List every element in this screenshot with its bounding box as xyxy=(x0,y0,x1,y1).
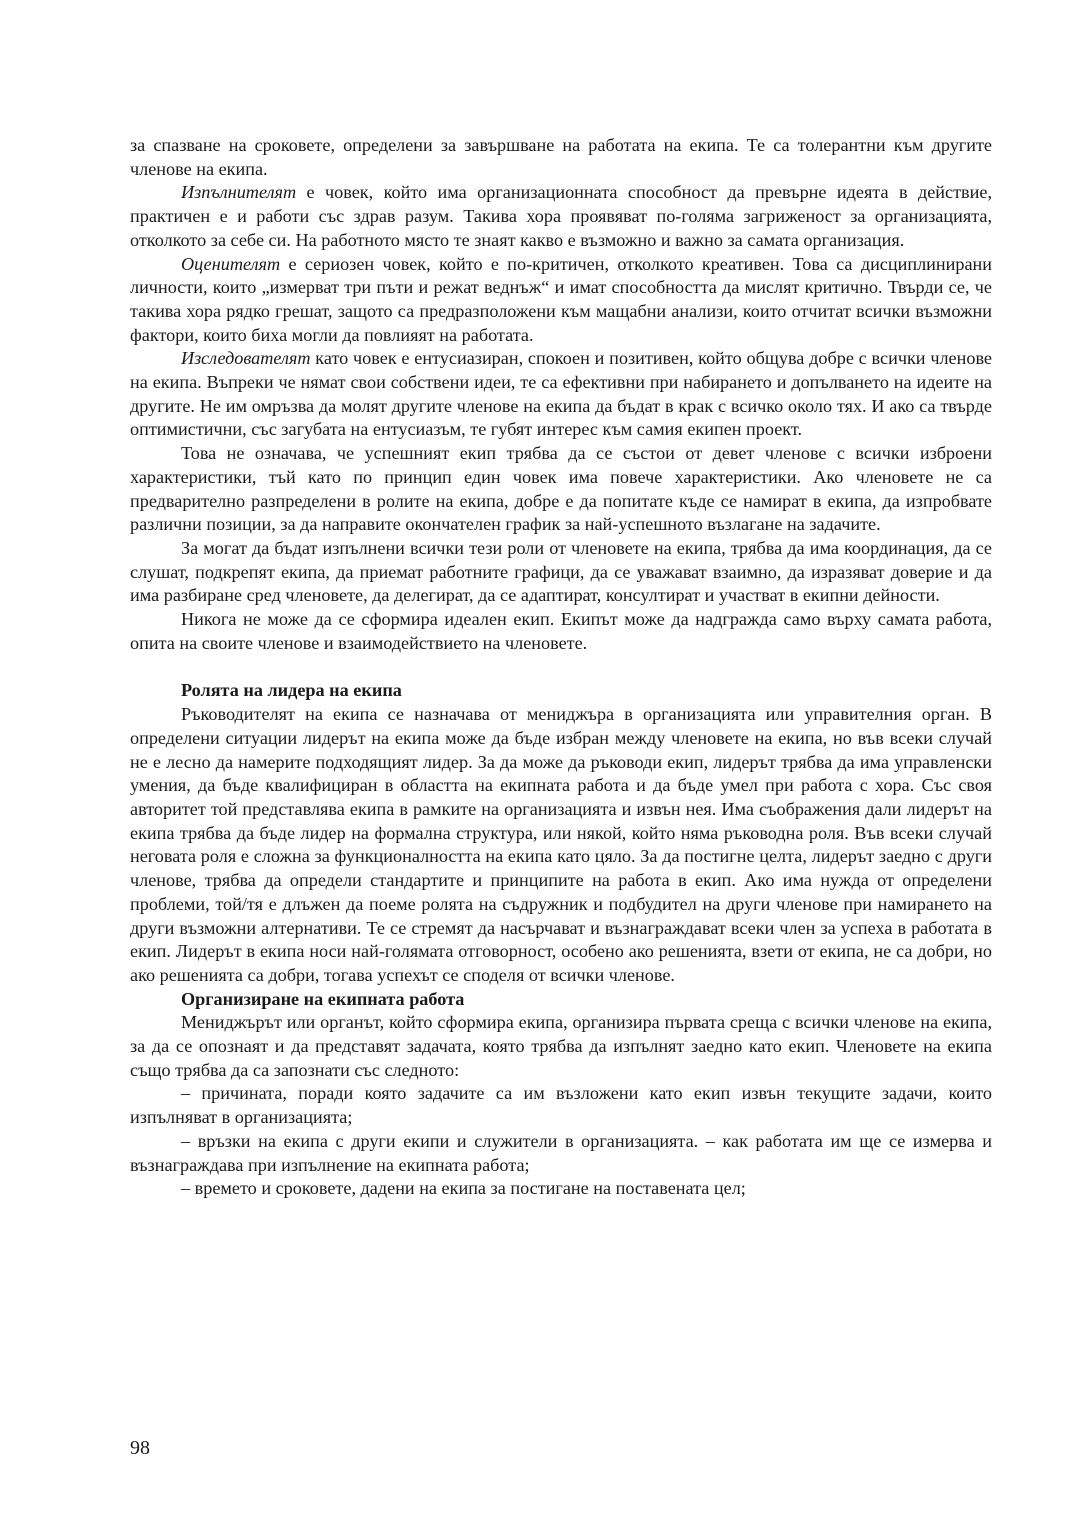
list-item: – причината, поради която задачите са им възложени като екип извън текущите задачи, които изпълняват в организацията; xyxy=(130,1083,992,1128)
paragraph-executor-text: е човек, който има организационната способност да превърне идеята в действие, практичен е и работи със здрав разум. Такива хора проявяват по-голяма загриженост за организацията, отколкото за себе си. На работното място те знаят какво е възможно и важно за самата организация. xyxy=(130,182,992,250)
term-executor: Изпълнителят xyxy=(181,182,297,203)
list-item: – времето и сроковете, дадени на екипа за постигане на поставената цел; xyxy=(181,1178,746,1199)
paragraph-evaluator xyxy=(130,253,992,348)
paragraph-evaluator-text: е сериозен човек, който е по-критичен, отколкото креативен. Това са дисциплинирани личности, които „измерват три пъти и режат веднъж“ и имат способността да мислят критично. Твърди се, че такива хора рядко грешат, защото са предразположени към мащабни анализи, които отчитат всички възможни фактори, които биха могли да повлияят на работата. xyxy=(130,253,992,345)
term-evaluator: Оценителят xyxy=(181,253,281,274)
list-item: – връзки на екипа с други екипи и служители в организацията. – как работата им ще се измерва и възнаграждава при изпълнение на екипната работа; xyxy=(130,1130,992,1175)
paragraph-explorer xyxy=(130,347,992,442)
paragraph-explorer-text: като човек е ентусиазиран, спокоен и позитивен, който общува добре с всички членове на екипа. Въпреки че нямат свои собствени идеи, те са ефективни при набирането и допълването на идеите на другите. Не им омръзва да молят другите членове на екипа да бъдат в крак с всичко около тях. И ако са твърде оптимистични, със загубата на ентусиазъм, те губят интерес към самия екипен проект. xyxy=(130,348,992,440)
paragraph-team-composition: Това не означава, че успешният екип трябва да се състои от девет членове с всички изброени характеристики, тъй като по принцип един човек има повече характеристики. Ако членовете не са предварително разпределени в ролите на екипа, добре е да попитате къде се намират в екипа, да изпробвате различни позиции, за да направите окончателен график за най-успешното възлагане на задачите. xyxy=(130,443,992,535)
paragraph-intro: за спазване на сроковете, определени за завършване на работата на екипа. Те са толерантни към другите членове на екипа. xyxy=(130,135,992,179)
page-number: 98 xyxy=(130,1437,150,1459)
paragraph-leader-role: Ръководителят на екипа се назначава от мениджъра в организацията или управителния орган. В определени ситуации лидерът на екипа може да бъде избран между членовете на екипа, но във всеки случай не е лесно да намерите подходящият лидер. За да може да ръководи екип, лидерът трябва да има управленски умения, да бъде квалифициран в областта на екипната работа и да бъде умел при работа с хора. Със своя авторитет той представлява екипа в рамките на организацията и извън нея. Има съображения дали лидерът на екипа трябва да бъде лидер на формална структура, или някой, който няма ръководна роля. Във всеки случай неговата роля е сложна за функционалността на екипа като цяло. За да постигне целта, лидерът заедно с други членове, трябва да определи стандартите и принципите на работа в екип. Ако има нужда от определени проблеми, той/тя е длъжен да поеме ролята на съдружник и подбудител на други членове при намирането на други възможни алтернативи. Те се стремят да насърчават и възнаграждават всеки член за успеха в работата в екип. Лидерът в екипа носи най-голямата отговорност, особено ако решенията, взети от екипа, не са добри, но ако решенията са добри, тогава успехът се споделя от всички членове. xyxy=(130,704,992,985)
paragraph-organizing-teamwork: Мениджърът или органът, който сформира екипа, организира първата среща с всички членове на екипа, за да се опознаят и да представят задачата, която трябва да изпълнят заедно като екип. Членовете на екипа също трябва да са запознати със следното: xyxy=(130,1012,992,1080)
document-page xyxy=(130,134,992,1201)
paragraph-executor xyxy=(130,181,992,252)
section-heading-organizing-teamwork: Организиране на екипната работа xyxy=(181,988,465,1009)
paragraph-ideal-team: Никога не може да се сформира идеален екип. Екипът може да надгражда само върху самата работа, опита на своите членове и взаимодействието на членовете. xyxy=(130,609,992,653)
term-explorer: Изследователят xyxy=(181,348,311,369)
paragraph-coordination: За могат да бъдат изпълнени всички тези роли от членовете на екипа, трябва да има координация, да се слушат, подкрепят екипа, да приемат работните графици, да се уважават взаимно, да изразяват доверие и да има разбиране сред членовете, да делегират, да се адаптират, консултират и участват в екипни дейности. xyxy=(130,537,992,606)
section-heading-leader-role: Ролята на лидера на екипа xyxy=(181,680,402,701)
section-spacer xyxy=(130,655,992,679)
